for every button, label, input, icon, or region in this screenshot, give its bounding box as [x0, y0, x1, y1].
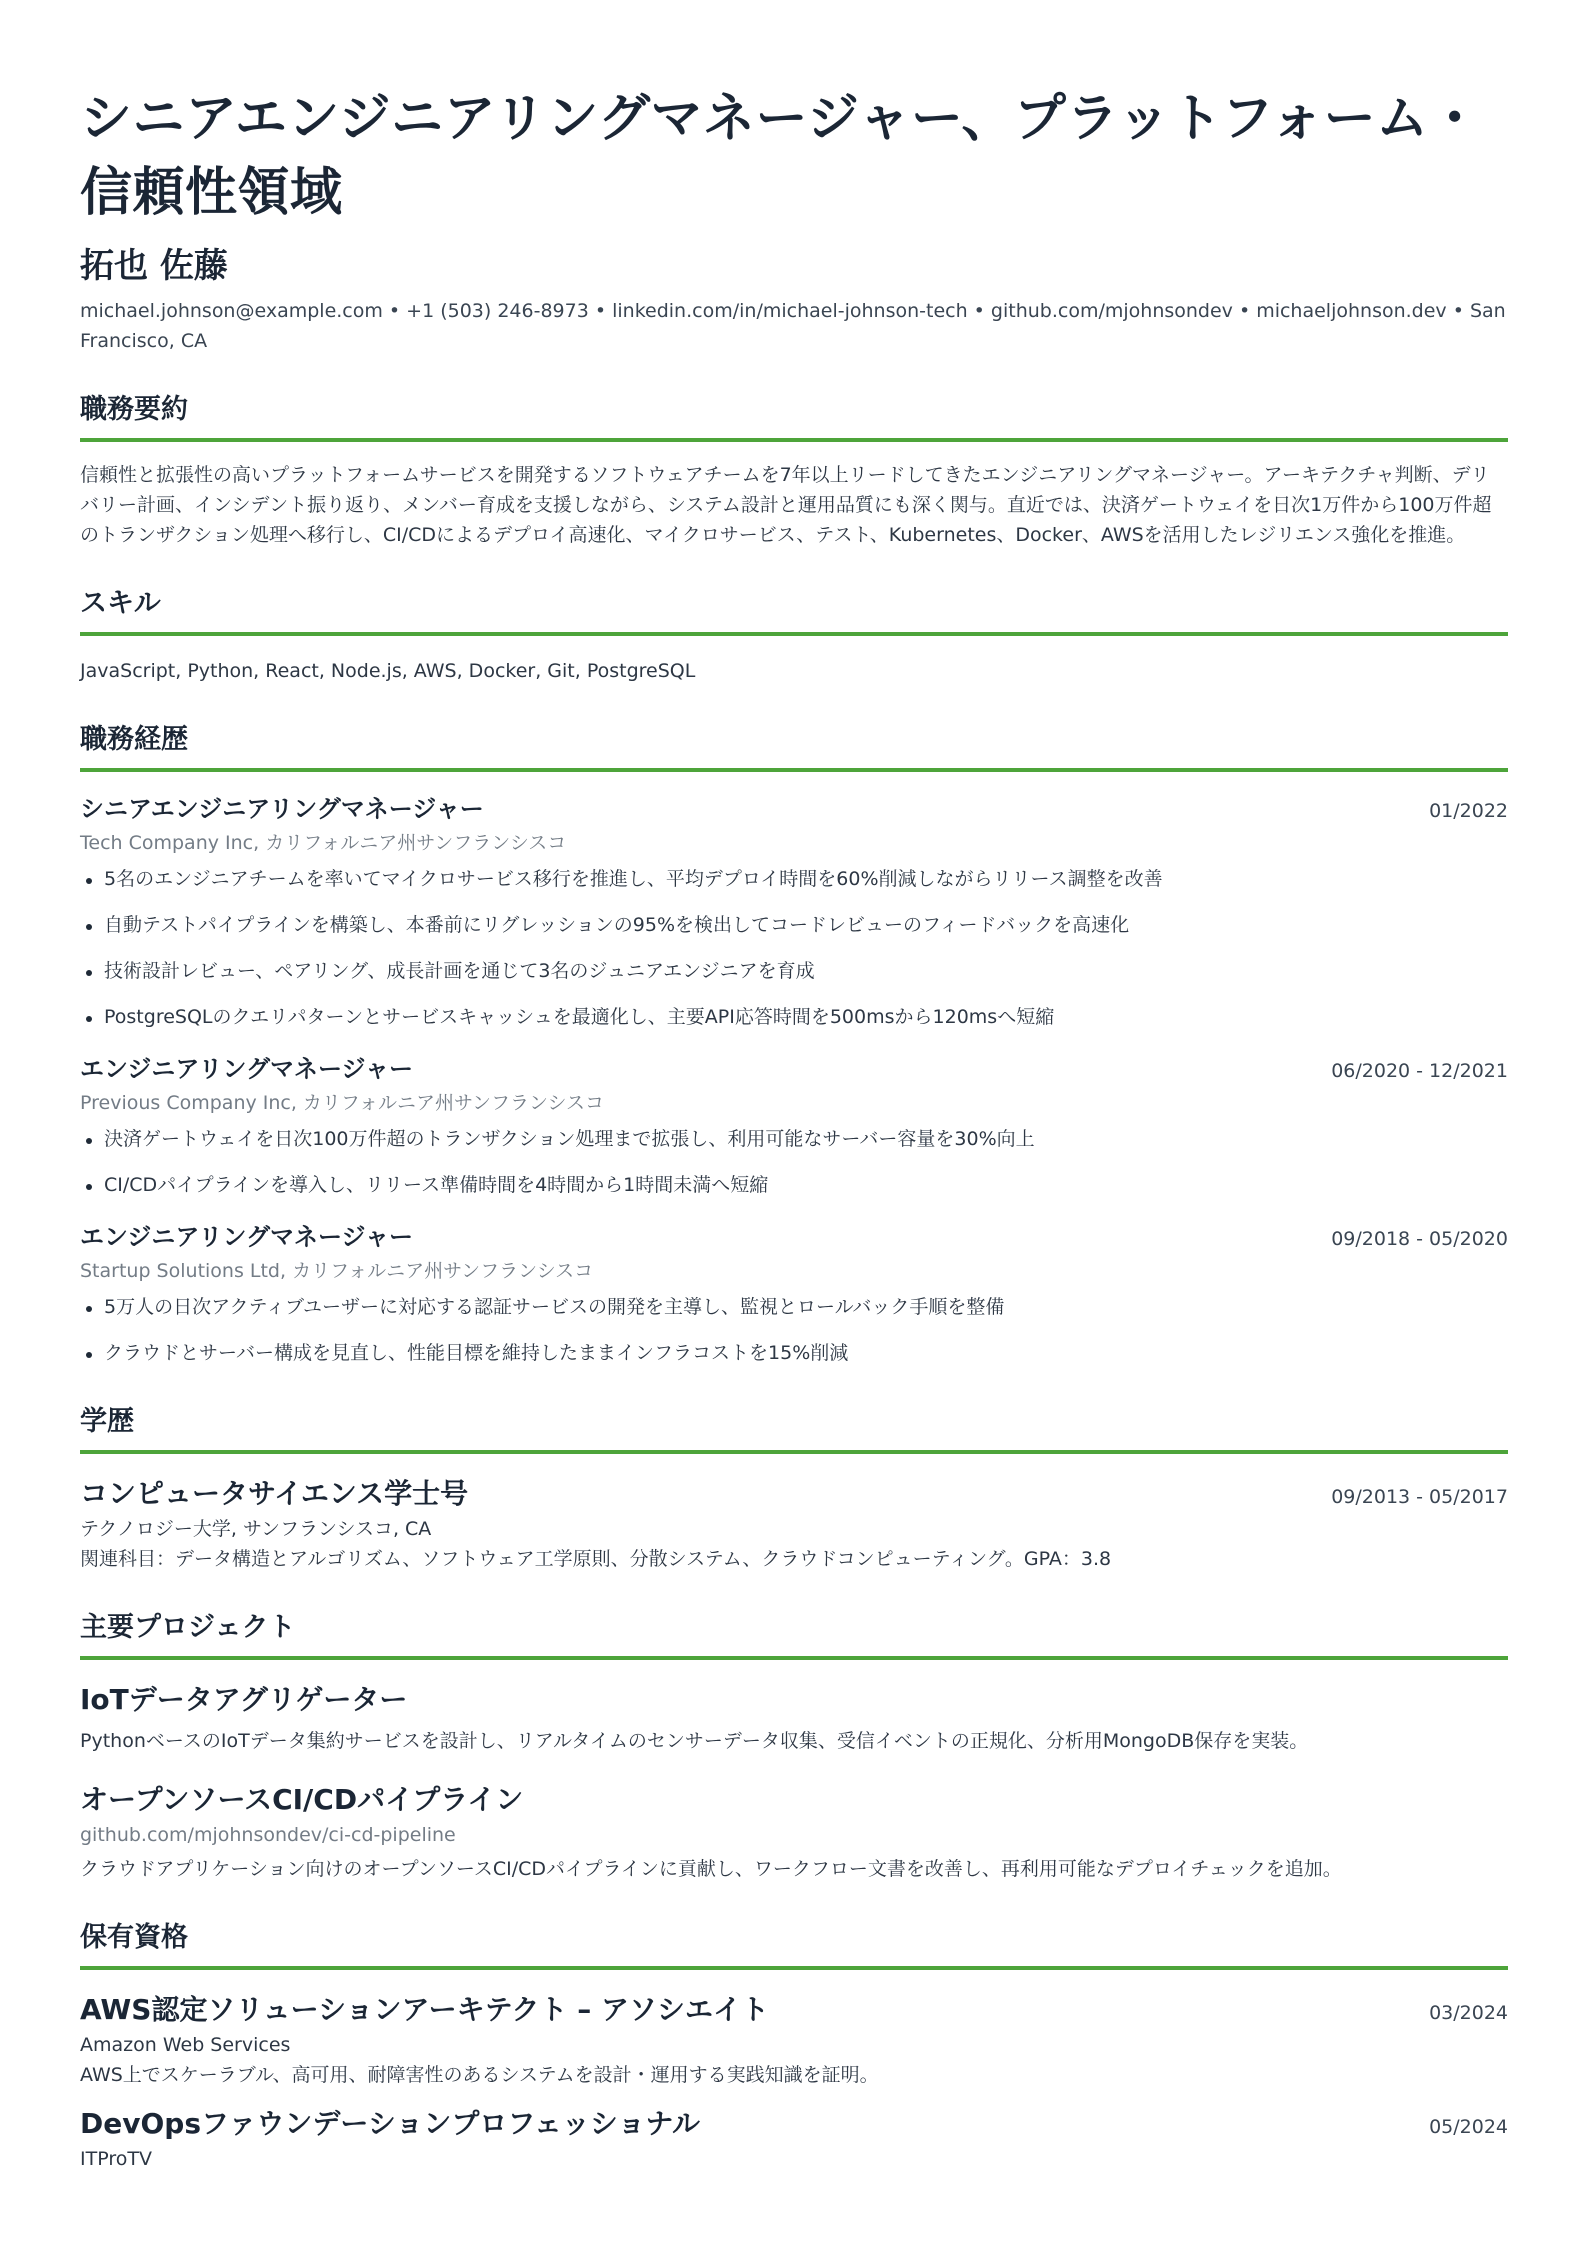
- bullet-icon: [86, 1352, 92, 1358]
- summary-text: 信頼性と拡張性の高いプラットフォームサービスを開発するソフトウェアチームを7年以上リードしてきたエンジニアリングマネージャー。アーキテクチャ判断、デリバリー計画、インシデント振り返り、メンバー育成を支援しながら、システム設計と運用品質にも深く関与。直近では、決済ゲートウェイを日次1万件から100万件超のトランザクション処理へ移行し、CI/CDによるデプロイ高速化、マイクロサービス、テスト、Kubernetes、Docker、AWSを活用したレジリエンス強化を推進。: [80, 464, 1492, 546]
- job-title: エンジニアリングマネージャー: [80, 1223, 413, 1251]
- job-bullet-text: 技術設計レビュー、ペアリング、成長計画を通じて3名のジュニアエンジニアを育成: [104, 960, 815, 982]
- certification-entry: [80, 1990, 1508, 2090]
- education-degree: コンピュータサイエンス学士号: [80, 1477, 469, 1510]
- certification-issuer: Amazon Web Services: [80, 2034, 291, 2056]
- job-company: Tech Company Inc, カリフォルニア州サンフランシスコ: [80, 832, 567, 854]
- education-heading: 学歴: [80, 1402, 1508, 1454]
- job-title: シニアエンジニアリングマネージャー: [80, 795, 484, 823]
- bullet-icon: [86, 1184, 92, 1190]
- certification-title: AWS認定ソリューションアーキテクト – アソシエイト: [80, 1993, 770, 2026]
- job-date: 09/2018 - 05/2020: [1331, 1228, 1508, 1250]
- job-bullet-text: PostgreSQLのクエリパターンとサービスキャッシュを最適化し、主要API応答時間を500msから120msへ短縮: [104, 1006, 1055, 1028]
- certification-entry: [80, 2104, 1508, 2174]
- certifications-section: [80, 1918, 1508, 2174]
- certification-date: 05/2024: [1429, 2116, 1508, 2138]
- job-bullet: [80, 1292, 1508, 1322]
- job-entry: [80, 1220, 1508, 1368]
- job-company: Previous Company Inc, カリフォルニア州サンフランシスコ: [80, 1092, 604, 1114]
- certification-description: AWS上でスケーラブル、高可用、耐障害性のあるシステムを設計・運用する実践知識を証明。: [80, 2064, 879, 2086]
- education-date: 09/2013 - 05/2017: [1331, 1486, 1508, 1508]
- project-title: オープンソースCI/CDパイプライン: [80, 1783, 524, 1816]
- job-entry: [80, 792, 1508, 1032]
- job-bullet: [80, 956, 1508, 986]
- experience-heading: 職務経歴: [80, 720, 1508, 772]
- job-entry: [80, 1052, 1508, 1200]
- education-entry: [80, 1474, 1508, 1574]
- job-bullet-text: 決済ゲートウェイを日次100万件超のトランザクション処理まで拡張し、利用可能なサーバー容量を30%向上: [104, 1128, 1035, 1150]
- education-school: テクノロジー大学, サンフランシスコ, CA: [80, 1518, 432, 1540]
- project-link[interactable]: github.com/mjohnsondev/ci-cd-pipeline: [80, 1824, 456, 1846]
- bullet-icon: [86, 924, 92, 930]
- job-date: 06/2020 - 12/2021: [1331, 1060, 1508, 1082]
- job-bullet: [80, 864, 1508, 894]
- certifications-heading: 保有資格: [80, 1918, 1508, 1970]
- skills-heading: スキル: [80, 584, 1508, 636]
- job-bullet: [80, 1338, 1508, 1368]
- projects-heading: 主要プロジェクト: [80, 1608, 1508, 1660]
- job-bullet: [80, 1002, 1508, 1032]
- education-courses: 関連科目：データ構造とアルゴリズム、ソフトウェア工学原則、分散システム、クラウドコンピューティング。GPA：3.8: [80, 1548, 1112, 1570]
- summary-section: [80, 390, 1508, 550]
- resume-title: シニアエンジニアリングマネージャー、プラットフォーム・信頼性領域: [80, 89, 1482, 223]
- skills-list: JavaScript, Python, React, Node.js, AWS, Docker, Git, PostgreSQL: [80, 660, 696, 682]
- job-bullet-text: CI/CDパイプラインを導入し、リリース準備時間を4時間から1時間未満へ短縮: [104, 1174, 769, 1196]
- job-bullet: [80, 1124, 1508, 1154]
- project-description: PythonベースのIoTデータ集約サービスを設計し、リアルタイムのセンサーデータ収集、受信イベントの正規化、分析用MongoDB保存を実装。: [80, 1730, 1309, 1752]
- experience-section: [80, 720, 1508, 1368]
- bullet-icon: [86, 878, 92, 884]
- job-bullets: [80, 1292, 1508, 1368]
- skills-section: [80, 584, 1508, 686]
- job-date: 01/2022: [1429, 800, 1508, 822]
- education-section: [80, 1402, 1508, 1574]
- job-bullets: [80, 864, 1508, 1032]
- bullet-icon: [86, 1016, 92, 1022]
- project-title: IoTデータアグリゲーター: [80, 1683, 408, 1716]
- bullet-icon: [86, 970, 92, 976]
- job-bullet-text: 5万人の日次アクティブユーザーに対応する認証サービスの開発を主導し、監視とロールバック手順を整備: [104, 1296, 1005, 1318]
- job-company: Startup Solutions Ltd, カリフォルニア州サンフランシスコ: [80, 1260, 594, 1282]
- project-entry: [80, 1780, 1508, 1884]
- job-title: エンジニアリングマネージャー: [80, 1055, 413, 1083]
- project-entry: [80, 1680, 1508, 1756]
- bullet-icon: [86, 1138, 92, 1144]
- job-bullet-text: 自動テストパイプラインを構築し、本番前にリグレッションの95%を検出してコードレビューのフィードバックを高速化: [104, 914, 1130, 936]
- job-bullets: [80, 1124, 1508, 1200]
- job-bullet-text: 5名のエンジニアチームを率いてマイクロサービス移行を推進し、平均デプロイ時間を60%削減しながらリリース調整を改善: [104, 868, 1163, 890]
- resume-content: [80, 82, 1508, 2174]
- certification-issuer: ITProTV: [80, 2148, 152, 2170]
- projects-section: [80, 1608, 1508, 1884]
- bullet-icon: [86, 1306, 92, 1312]
- job-bullet-text: クラウドとサーバー構成を見直し、性能目標を維持したままインフラコストを15%削減: [104, 1342, 849, 1364]
- job-bullet: [80, 910, 1508, 940]
- certification-title: DevOpsファウンデーションプロフェッショナル: [80, 2107, 700, 2140]
- certification-date: 03/2024: [1429, 2002, 1508, 2024]
- candidate-name: 拓也 佐藤: [80, 246, 228, 286]
- project-description: クラウドアプリケーション向けのオープンソースCI/CDパイプラインに貢献し、ワークフロー文書を改善し、再利用可能なデプロイチェックを追加。: [80, 1858, 1342, 1880]
- job-bullet: [80, 1170, 1508, 1200]
- summary-heading: 職務要約: [80, 390, 1508, 442]
- contact-line: michael.johnson@example.com • +1 (503) 246-8973 • linkedin.com/in/michael-johnson-tech • github.com/mjohnsondev • michaeljohnson.dev • San Francisco, CA: [80, 300, 1506, 352]
